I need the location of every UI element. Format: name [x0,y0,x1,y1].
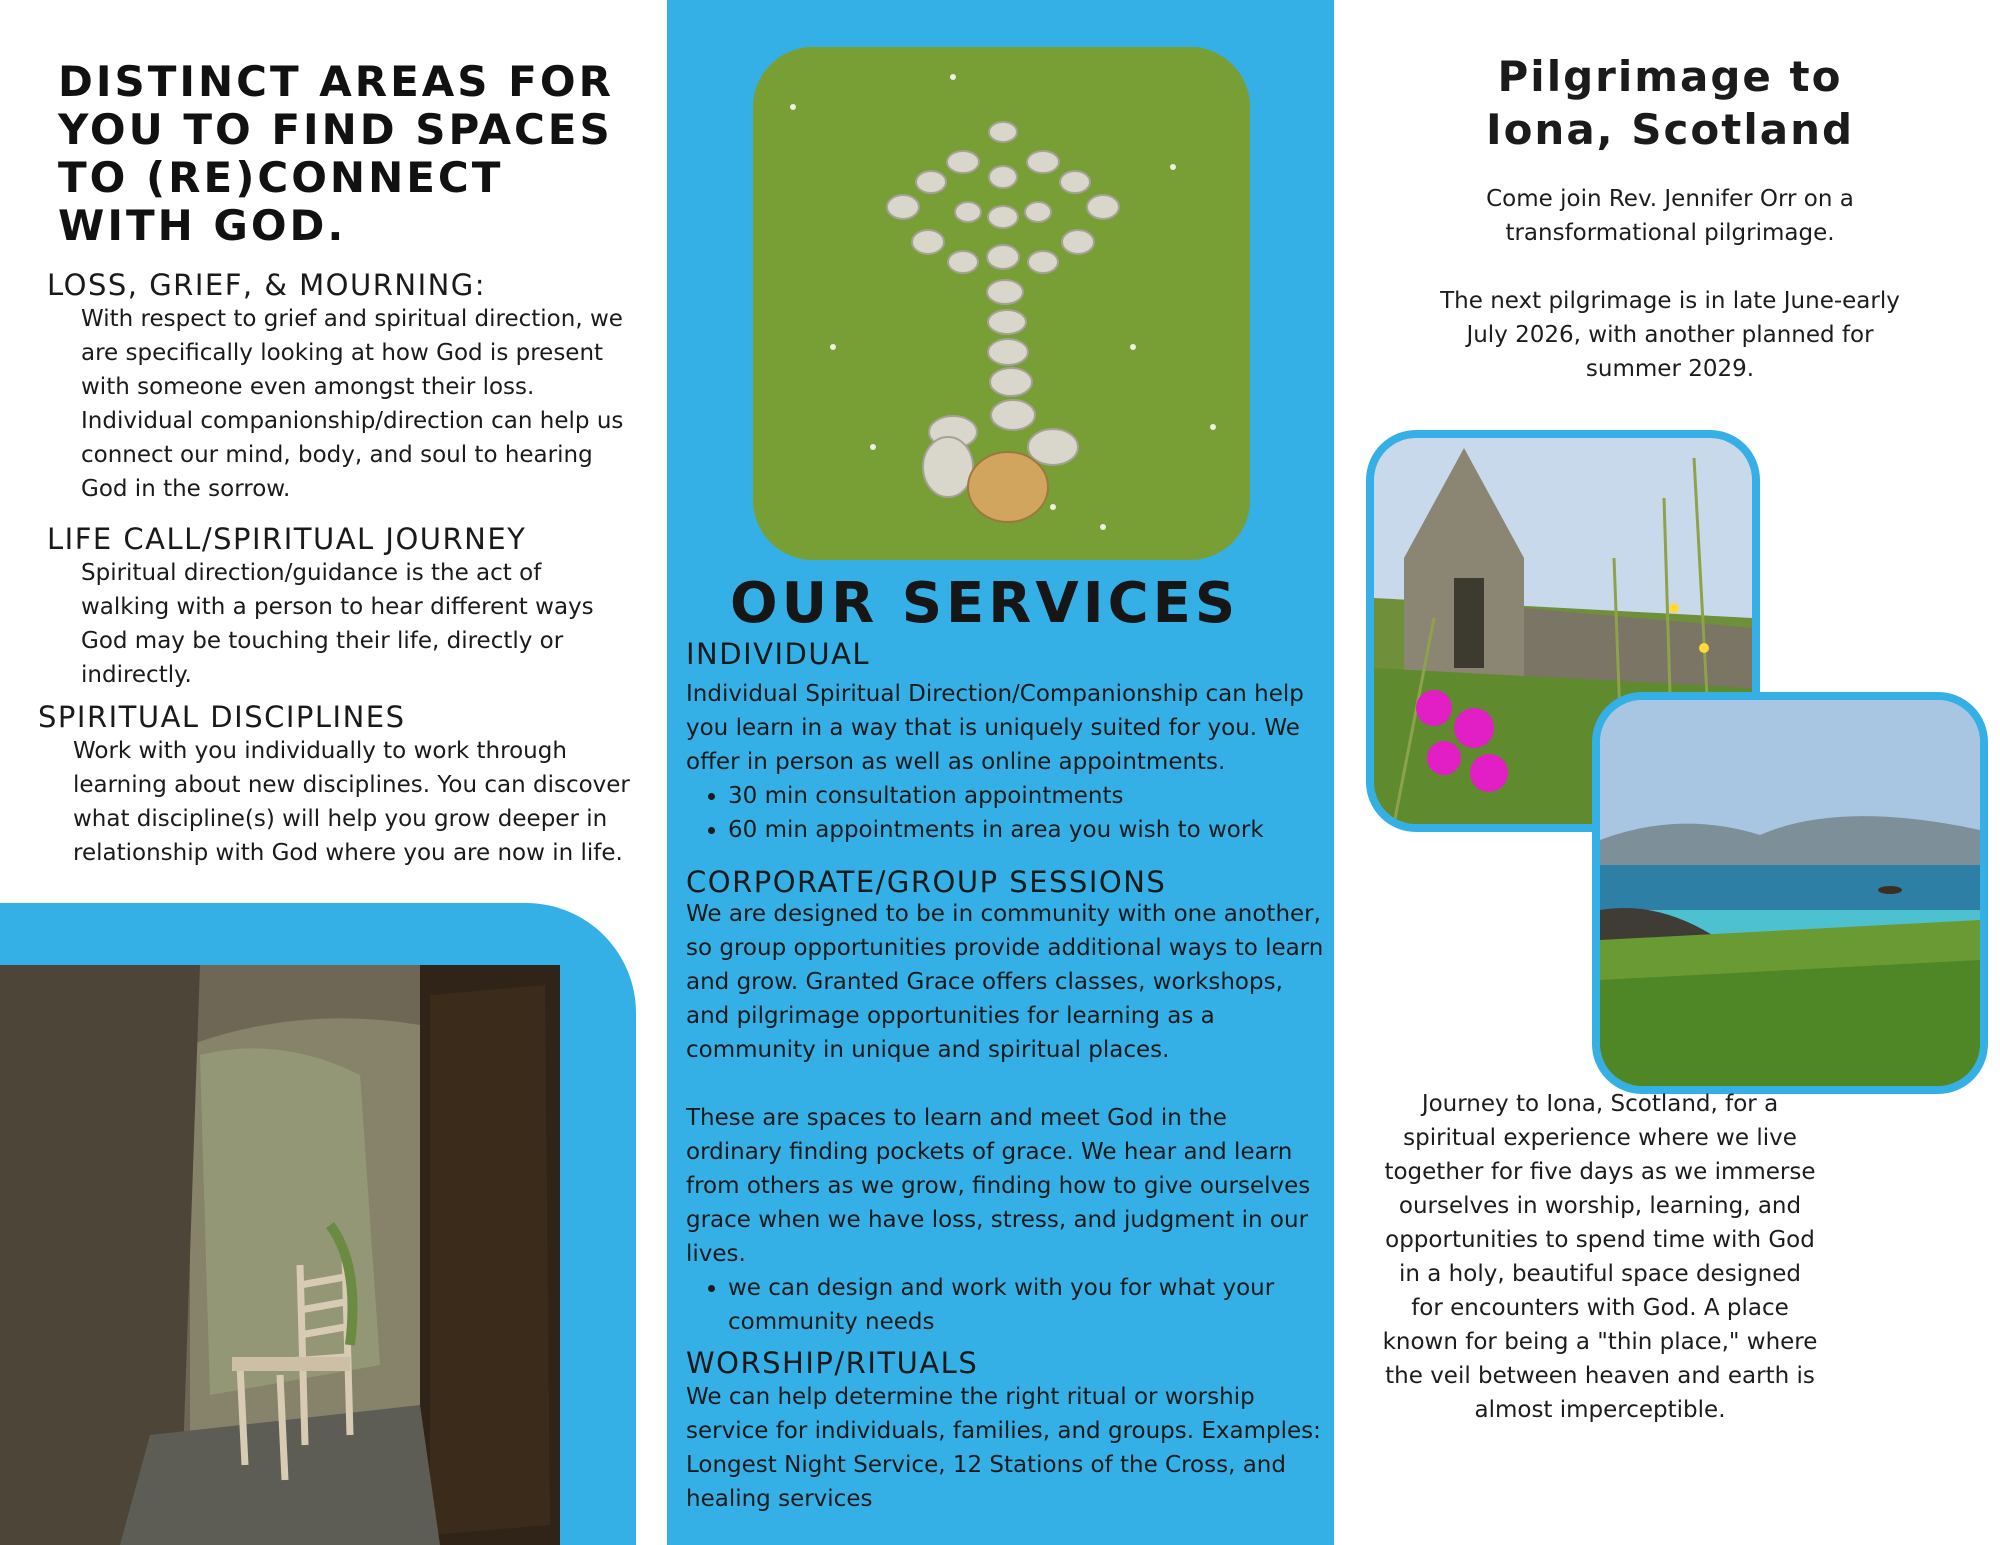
stone-cross-illustration [753,47,1250,560]
service-individual-bullets [686,779,1326,847]
iona-coast-illustration [1600,700,1980,1086]
pilgrimage-intro-dates: The next pilgrimage is in late June-early July 2026, with another planned for summer 2029. [1440,288,1900,382]
chapel-chair-illustration [0,965,560,1545]
service-heading-group: CORPORATE/GROUP SESSIONS [686,865,1167,899]
section-heading-life-call: LIFE CALL/SPIRITUAL JOURNEY [47,522,527,556]
bullet-community-needs: • we can design and work with you for what your community needs [728,1271,1306,1339]
bullet-30-min: • 30 min consultation appointments [728,779,1326,813]
service-body-group-2: These are spaces to learn and meet God in the ordinary finding pockets of grace. We hear and learn from others as we grow, finding how to give ourselves grace when we have loss, stress, and judgment in our lives. [686,1105,1311,1267]
pilgrimage-journey-text: Journey to Iona, Scotland, for a spiritual experience where we live together for five days as we immerse ourselves in worship, learning, and opportunities to spend time with God in a holy, beautiful space designed for encounters with God. A place known for being a "thin place," where the veil between heaven and earth is almost imperceptible. [1382,1091,1818,1423]
service-body-group-1: We are designed to be in community with one another, so group opportunities provide additional ways to learn and grow. Granted Grace offers classes, workshops, and pilgrimage opportunities for learning as a community in unique and spiritual places. [686,901,1324,1063]
section-body-life-call: Spiritual direction/guidance is the act of walking with a person to hear different ways God may be touching their life, directly or indirectly. [81,560,594,688]
pilgrimage-title [1410,50,1930,156]
service-group-bullets [686,1271,1306,1339]
service-body-worship: We can help determine the right ritual or worship service for individuals, families, and groups. Examples: Longest Night Service, 12 Stations of the Cross, and healing services [686,1384,1321,1512]
section-heading-spiritual-disciplines: SPIRITUAL DISCIPLINES [38,700,406,734]
iona-coast-photo [1592,692,1988,1094]
service-heading-individual: INDIVIDUAL [686,637,871,671]
left-panel-title: DISTINCT AREAS FOR YOU TO FIND SPACES TO (RE)CONNECT WITH GOD. [58,57,614,250]
pilgrimage-title-line1: Pilgrimage to [1497,52,1843,101]
bullet-60-min: • 60 min appointments in area you wish to work [728,813,1326,847]
section-heading-loss-grief: LOSS, GRIEF, & MOURNING: [47,268,487,302]
services-title: OUR SERVICES [730,571,1240,636]
section-body-spiritual-disciplines: Work with you individually to work through learning about new disciplines. You can discover what discipline(s) will help you grow deeper in relationship with God where you are now in life. [73,738,630,866]
pilgrimage-intro-invite: Come join Rev. Jennifer Orr on a transformational pilgrimage. [1486,186,1854,246]
pilgrimage-intro [1440,182,1900,386]
section-body-loss-grief: With respect to grief and spiritual direction, we are specifically looking at how God is present with someone even amongst their loss. Individual companionship/direction can help us connect our mind, body, and soul to hearing God in the sorrow. [81,306,624,502]
service-body-individual: Individual Spiritual Direction/Companionship can help you learn in a way that is uniquely suited for you. We offer in person as well as online appointments. [686,681,1304,775]
chapel-chair-photo [0,965,560,1545]
pilgrimage-title-line2: Iona, Scotland [1485,105,1855,154]
stone-cross-photo [753,47,1250,560]
service-heading-worship: WORSHIP/RITUALS [686,1346,979,1380]
